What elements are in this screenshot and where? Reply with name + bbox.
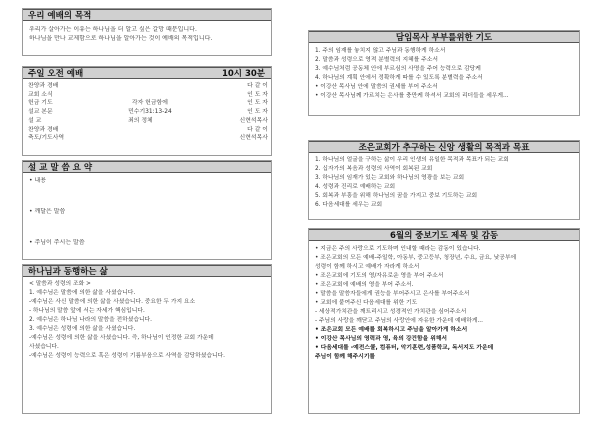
- pastor-prayer-line: 2. 말씀과 성령으로 영적 분별력의 지혜를 주소서: [315, 57, 438, 63]
- june-prayer-line: • 다음세대를 -예전스쿨, 컴퓨터, 악기훈련,성품학교, 독서지도 가운데: [315, 345, 494, 351]
- june-prayer-line: • 조은교회 모든 예배를 회복하시고 주님을 알아가게 하소서: [315, 327, 468, 333]
- church-goal-line: 4. 성령과 진리로 예배하는 교회: [315, 184, 396, 190]
- june-prayer-line: • 조은교회에 예배의 영을 부어 주소서.: [315, 282, 414, 288]
- june-prayer-line: 주님이 함께 해주시기를: [315, 354, 376, 360]
- pastor-prayer-line: 4. 하나님의 계획 안에서 정확하게 따를 수 있도록 분별력을 주소서: [315, 75, 483, 81]
- church-goal-line: 2. 십자가의 복음과 성령의 사역이 회복된 교회: [315, 166, 433, 172]
- service-row-right: 신현석목사: [239, 117, 268, 124]
- sermon-summary-box: [22, 160, 272, 260]
- service-row: [28, 82, 268, 91]
- service-title: 주일 오전 예배: [28, 69, 84, 79]
- church-goal-line: 6. 다음세대를 세우는 교회: [315, 202, 383, 208]
- service-row-left: 축도/기도사역: [28, 135, 65, 142]
- worship-purpose-box: [22, 8, 272, 56]
- walk-with-god-box: [22, 264, 272, 414]
- sermon-point-realized: • 깨달은 말씀: [29, 208, 66, 215]
- walk-line: -예수님은 사신 말씀에 의한 삶을 사셨습니다. 중요한 두 가지 요소: [29, 299, 196, 305]
- june-prayer-title: 6월의 중보기도 제목 및 감동: [309, 229, 579, 241]
- june-prayer-line: 성령이 함께 하시고 예배가 자라게 하소서: [315, 264, 420, 270]
- service-time: 10시 30분: [221, 69, 265, 79]
- service-row-left: 찬양과 경배: [28, 126, 59, 133]
- service-row-right: 다 같 이: [247, 126, 268, 133]
- june-prayer-line: • 조은교회에 기도의 영/자유로운 영을 부어 주소서: [315, 273, 444, 279]
- service-row-mid: 민수기31:13-24: [128, 109, 172, 116]
- service-row-right: 인 도 자: [247, 100, 268, 107]
- church-goal-line: 1. 하나님의 얼굴을 구하는 삶이 우리 인생의 유일한 목적과 목표가 되는 교회: [315, 157, 509, 163]
- service-row: [28, 99, 268, 108]
- church-goal-line: 3. 하나님의 임재가 있는 교회와 하나님의 영광을 보는 교회: [315, 175, 465, 181]
- service-row-mid: 각자 헌금함에: [131, 100, 168, 107]
- june-prayer-line: • 조은교회의 모든 예배-주일학, 아동부, 중고등부, 청장년, 수요, 금요, 낮공부에: [315, 255, 517, 261]
- service-row: [28, 108, 268, 117]
- service-row-right: 인 도 자: [247, 109, 268, 116]
- service-row-left: 헌금 기도: [28, 100, 53, 107]
- service-row-right: 인 도 자: [247, 91, 268, 98]
- walk-line: < 말씀과 성령의 조화 >: [29, 281, 91, 287]
- june-prayer-line: • 말씀을 말씀자들에게 권능을 부어주시고 은사를 부어주소서: [315, 291, 470, 297]
- service-row-left: 설교 본문: [28, 109, 53, 116]
- pastor-prayer-title: 담임목사 부부를위한 기도: [309, 31, 579, 43]
- walk-with-god-title: 하나님과 동행하는 삶: [23, 265, 271, 277]
- worship-purpose-line-2: 하나님을 만나 교제함으로 하나님을 알아가는 것이 예배의 목적입니다.: [29, 34, 213, 42]
- pastor-prayer-box: [308, 30, 580, 116]
- june-prayer-line: • 이강산 목사님의 영력과 영, 육의 강건함을 위해서: [315, 336, 448, 342]
- walk-line: -예수님은 성령이 능력으로 혹은 성령이 기름부음으로 사역을 감당하셨습니다.: [29, 353, 226, 359]
- service-order-box: [22, 66, 272, 156]
- walk-line: - 하나님의 말씀 앞에 서는 자세가 핵심입니다.: [29, 308, 145, 314]
- service-row-right: 다 같 이: [247, 83, 268, 89]
- church-goals-box: [308, 140, 580, 220]
- service-row-mid: 죄의 정체: [128, 117, 153, 124]
- sermon-point-content: • 내용: [29, 177, 47, 184]
- worship-purpose-title: 우리 예배의 목적: [23, 9, 271, 21]
- service-row-left: 설 교: [28, 117, 42, 124]
- service-row: [28, 126, 268, 135]
- service-row-right: 신현석목사: [239, 135, 268, 142]
- pastor-prayer-line: 3. 예수님처럼 공동체 안에 부르심의 사명을 주어 능력으로 감당케: [315, 66, 481, 72]
- june-prayer-line: • 지금은 주의 사랑으로 기도하며 인내할 때라는 감동이 있습니다.: [315, 246, 481, 252]
- service-row-left: 교회 소식: [28, 91, 53, 98]
- pastor-prayer-line: • 이강산 목사님 안에 말씀의 권세를 부어 주소서: [315, 84, 438, 90]
- june-prayer-line: - 세상적가치관을 깨트리시고 성경적인 가치관을 심어주소서: [315, 309, 467, 315]
- pastor-prayer-line: • 이강산 목사님께 가르치는 은사를 충만케 하셔서 교회의 리더들을 세우게...: [315, 93, 509, 99]
- service-row: [28, 117, 268, 126]
- sermon-point-given: • 주님이 주시는 말씀: [29, 239, 85, 246]
- june-prayer-line: • 교회에 붙여주신 다음세대를 위한 기도: [315, 300, 418, 306]
- june-prayer-box: [308, 228, 580, 414]
- june-prayer-line: - 주님의 사랑을 깨닫고 주님의 사랑안에 자유한 가운데 예배하게...: [315, 318, 483, 324]
- walk-line: 3. 예수님은 성령에 의한 삶을 사셨습니다.: [29, 326, 136, 332]
- walk-line: 사셨습니다.: [29, 344, 59, 350]
- worship-purpose-line-1: 우리가 살아가는 이유는 하나님을 더 알고 싶은 갈망 때문입니다.: [29, 26, 197, 33]
- walk-line: 1. 예수님은 말씀에 의한 삶을 사셨습니다.: [29, 290, 136, 296]
- church-goal-line: 5. 회복과 부흥을 위해 하나님의 꿈을 가지고 중보 기도하는 교회: [315, 193, 478, 199]
- service-row: [28, 91, 268, 100]
- service-row: [28, 134, 268, 143]
- walk-line: -예수님은 성령에 의한 삶을 사셨습니다. 즉, 하나님이 인정한 교회 가운데: [29, 335, 214, 341]
- sermon-summary-title: 설 교 말 씀 요 약: [23, 161, 271, 173]
- pastor-prayer-line: 1. 주의 임재를 놓치지 않고 주님과 동행하게 하소서: [315, 48, 446, 54]
- church-goals-title: 조은교회가 추구하는 신앙 생활의 목적과 목표: [309, 141, 579, 153]
- service-row-left: 찬양과 경배: [28, 83, 59, 89]
- service-title-bar: [23, 67, 271, 79]
- walk-line: 2. 예수님은 하나님 나라의 말씀을 전하셨습니다.: [29, 317, 152, 323]
